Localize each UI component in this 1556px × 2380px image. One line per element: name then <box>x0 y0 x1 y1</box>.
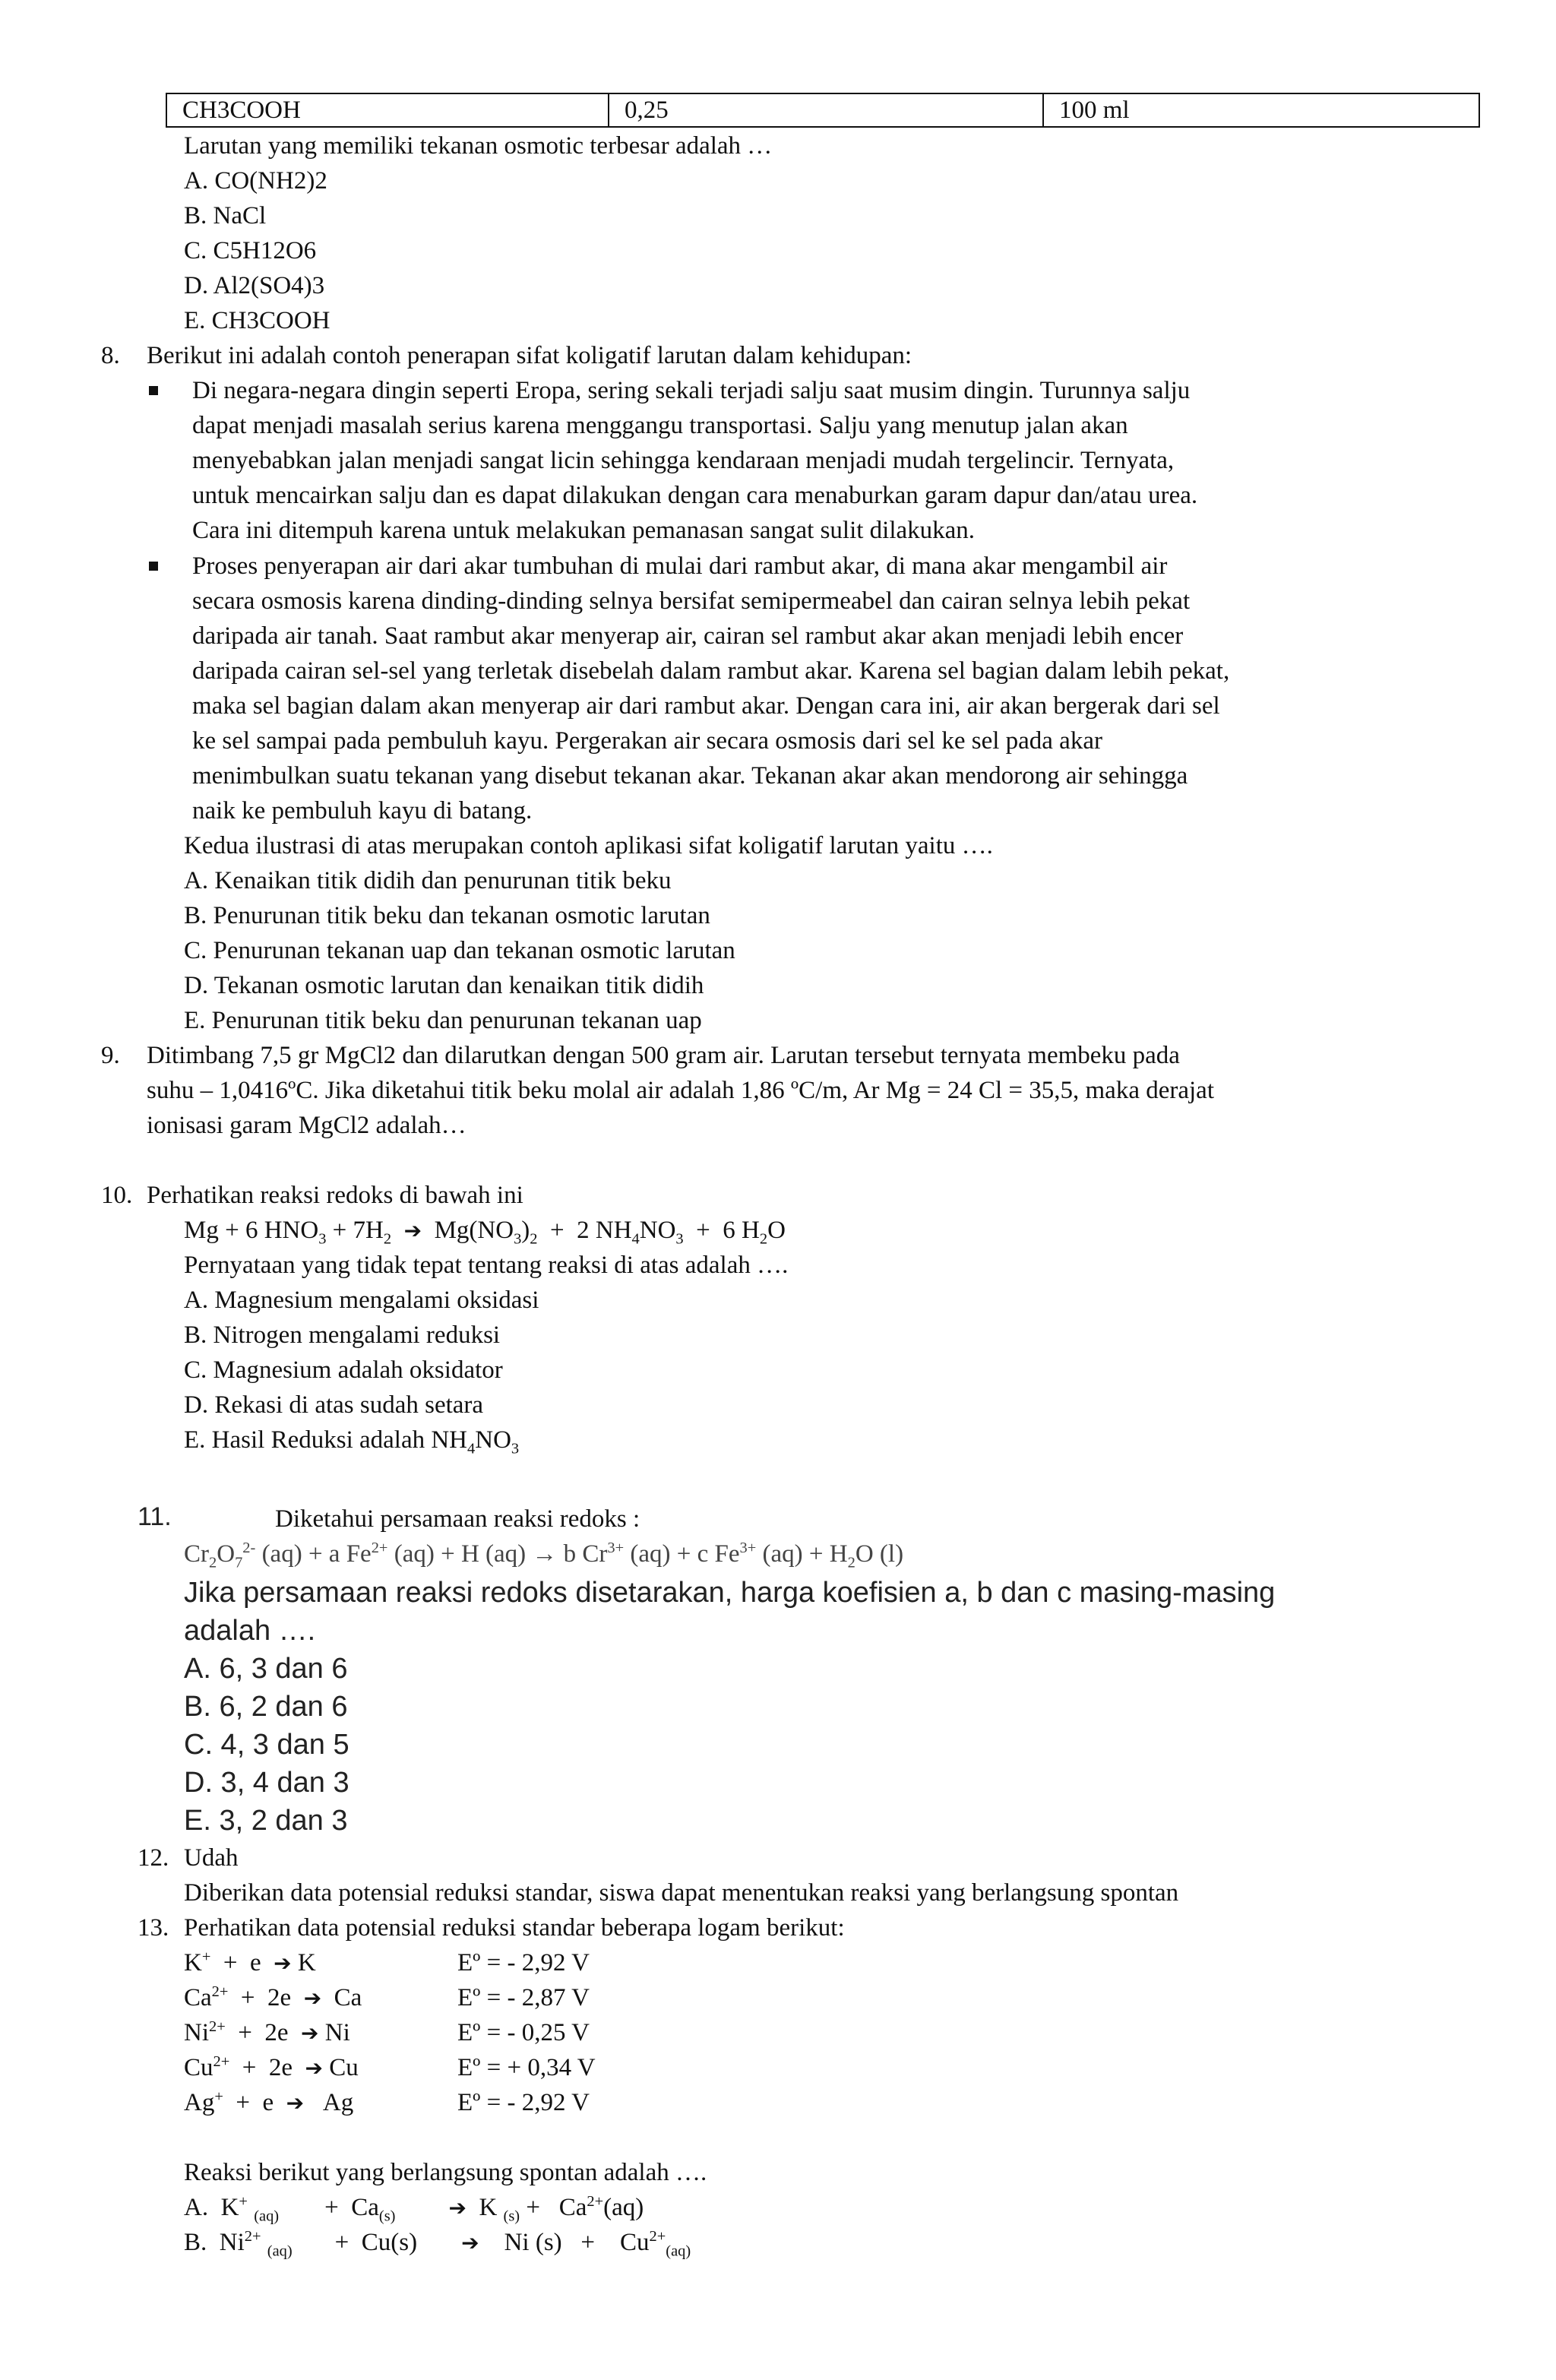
arrow-right-icon: ➔ <box>305 2056 323 2081</box>
q8-number: 8. <box>101 342 120 369</box>
q11-option-d: D. 3, 4 dan 3 <box>184 1767 349 1799</box>
table-cell: CH3COOH <box>166 93 609 127</box>
q11-option-c: C. 4, 3 dan 5 <box>184 1729 349 1761</box>
q7-stem: Larutan yang memiliki tekanan osmotic terbesar adalah … <box>184 132 773 160</box>
q12-number: 12. <box>138 1844 169 1872</box>
q8-question: Kedua ilustrasi di atas merupakan contoh aplikasi sifat koligatif larutan yaitu …. <box>184 832 993 859</box>
q8-option-a: A. Kenaikan titik didih dan penurunan titik beku <box>184 867 672 894</box>
bullet-icon <box>149 386 158 395</box>
q10-option-c: C. Magnesium adalah oksidator <box>184 1356 503 1384</box>
q11-question-line: Jika persamaan reaksi redoks disetarakan, harga koefisien a, b dan c masing-masing <box>184 1577 1276 1609</box>
q10-option-d: D. Rekasi di atas sudah setara <box>184 1391 484 1419</box>
q8-stem: Berikut ini adalah contoh penerapan sifat koligatif larutan dalam kehidupan: <box>147 342 912 369</box>
q9-line: suhu – 1,0416ºC. Jika diketahui titik beku molal air adalah 1,86 ºC/m, Ar Mg = 24 Cl = 35,5, maka derajat <box>147 1077 1214 1104</box>
potential-value: Eº = - 2,92 V <box>457 2089 590 2116</box>
q8-option-e: E. Penurunan titik beku dan penurunan tekanan uap <box>184 1007 702 1034</box>
potential-value: Eº = + 0,34 V <box>457 2054 596 2081</box>
half-reaction-ag: Ag+ + e ➔ Ag <box>184 2088 354 2116</box>
q13-option-b: B. $Ni^{2+}$ $_{(aq)}$ + Cu(s) ➔ Ni (s) + $Cu^{2+}_{(aq)}$ <box>184 2228 691 2260</box>
q10-option-b: B. Nitrogen mengalami reduksi <box>184 1321 501 1349</box>
potential-value: Eº = - 0,25 V <box>457 2019 590 2046</box>
data-table <box>166 93 1480 128</box>
q8-bullet2-line: Proses penyerapan air dari akar tumbuhan di mulai dari rambut akar, di mana akar mengambil air <box>192 552 1168 580</box>
q7-option-a: A. CO(NH2)2 <box>184 167 327 195</box>
bullet-icon <box>149 562 158 571</box>
arrow-right-icon: ➔ <box>461 2230 479 2255</box>
half-reaction-ca: $Ca^{2+} + 2e$ ➔ Ca <box>184 1983 362 2011</box>
q8-bullet2-line: secara osmosis karena dinding-dinding selnya bersifat semipermeabel dan cairan selnya lebih pekat <box>192 587 1191 615</box>
arrow-right-icon: ➔ <box>448 2195 466 2220</box>
q11-number: 11. <box>138 1502 172 1531</box>
q8-bullet2-line: daripada air tanah. Saat rambut akar menyerap air, cairan sel rambut akar akan menjadi lebih encer <box>192 622 1184 650</box>
q10-stem: Perhatikan reaksi redoks di bawah ini <box>147 1182 523 1209</box>
arrow-right-icon: ➔ <box>301 2021 319 2046</box>
q11-question-line: adalah …. <box>184 1615 316 1647</box>
half-reaction-k: K+ + e ➔ K <box>184 1948 316 1976</box>
q13-question: Reaksi berikut yang berlangsung spontan adalah …. <box>184 2159 707 2186</box>
q10-equation: Mg + 6 $HNO_3 + 7H_2$ ➔ $Mg(NO_3)_2 + 2$ $NH_4NO_3 + 6$ $H_2O$ <box>184 1217 786 1248</box>
arrow-right-icon: ➔ <box>303 1986 322 2011</box>
q8-option-c: C. Penurunan tekanan uap dan tekanan osmotic larutan <box>184 937 735 964</box>
arrow-right-icon: ➔ <box>274 1951 292 1976</box>
half-reaction-ni: $Ni^{2+} + 2e$ ➔ Ni <box>184 2018 350 2046</box>
q8-option-b: B. Penurunan titik beku dan tekanan osmotic larutan <box>184 902 710 929</box>
q9-line: Ditimbang 7,5 gr MgCl2 dan dilarutkan dengan 500 gram air. Larutan tersebut ternyata membeku pada <box>147 1042 1180 1069</box>
q11-stem: Diketahui persamaan reaksi redoks : <box>275 1505 640 1533</box>
q13-stem: Perhatikan data potensial reduksi standar beberapa logam berikut: <box>184 1914 845 1942</box>
q10-option-a: A. Magnesium mengalami oksidasi <box>184 1287 539 1314</box>
arrow-right-icon: ➔ <box>286 2090 305 2116</box>
arrow-right-icon: ➔ <box>403 1218 422 1243</box>
q9-line: ionisasi garam MgCl2 adalah… <box>147 1112 466 1139</box>
table-cell: 100 ml <box>1043 93 1479 127</box>
q10-question: Pernyataan yang tidak tepat tentang reaksi di atas adalah …. <box>184 1252 789 1279</box>
q9-number: 9. <box>101 1042 120 1069</box>
q7-option-d: D. Al2(SO4)3 <box>184 272 325 299</box>
q12-text: Diberikan data potensial reduksi standar, siswa dapat menentukan reaksi yang berlangsung spontan <box>184 1879 1179 1907</box>
q8-bullet1-line: Di negara-negara dingin seperti Eropa, sering sekali terjadi salju saat musim dingin. Turunnya salju <box>192 377 1191 404</box>
q11-equation: $Cr_2O_7^{2-}$ (aq) + a $Fe^{2+}$ (aq) + H (aq) → b $Cr^{3+}$ (aq) + c $Fe^{3+}$ $(aq) + H_2O$ (l) <box>184 1540 904 1571</box>
q12-title: Udah <box>184 1844 239 1872</box>
q8-bullet2-line: daripada cairan sel-sel yang terletak disebelah dalam rambut akar. Karena sel bagian dalam lebih pekat, <box>192 657 1230 685</box>
potential-value: Eº = - 2,92 V <box>457 1949 590 1976</box>
q8-bullet1-line: Cara ini ditempuh karena untuk melakukan pemanasan sangat sulit dilakukan. <box>192 517 976 544</box>
q8-bullet2-line: menimbulkan suatu tekanan yang disebut tekanan akar. Tekanan akar akan mendorong air sehingga <box>192 762 1188 790</box>
q8-bullet2-line: maka sel bagian dalam akan menyerap air dari rambut akar. Dengan cara ini, air akan bergerak dari sel <box>192 692 1220 720</box>
q13-option-a: A. K+ $_{(aq)} + Ca_{(s)}$ ➔ K $_{(s)} + Ca^{2+}(aq)$ <box>184 2193 644 2225</box>
q7-option-e: E. CH3COOH <box>184 307 330 334</box>
q10-option-e-prefix: E. Hasil Reduksi adalah NH <box>184 1426 468 1454</box>
q10-option-e: E. Hasil Reduksi adalah $NH_4NO_3$ <box>184 1426 520 1457</box>
q11-option-b: B. 6, 2 dan 6 <box>184 1691 348 1723</box>
potential-value: Eº = - 2,87 V <box>457 1984 590 2011</box>
q8-option-d: D. Tekanan osmotic larutan dan kenaikan titik didih <box>184 972 704 999</box>
q10-number: 10. <box>101 1182 133 1209</box>
q8-bullet1-line: untuk mencairkan salju dan es dapat dilakukan dengan cara menaburkan garam dapur dan/atau urea. <box>192 482 1198 509</box>
q7-option-b: B. NaCl <box>184 202 267 229</box>
q8-bullet2-line: naik ke pembuluh kayu di batang. <box>192 797 533 824</box>
q13-number: 13. <box>138 1914 169 1942</box>
table-cell: 0,25 <box>609 93 1043 127</box>
table-row <box>166 93 1479 127</box>
q8-bullet2-line: ke sel sampai pada pembuluh kayu. Pergerakan air secara osmosis dari sel ke sel pada akar <box>192 727 1102 755</box>
q7-option-c: C. C5H12O6 <box>184 237 317 264</box>
q11-option-a: A. 6, 3 dan 6 <box>184 1653 348 1685</box>
q11-option-e: E. 3, 2 dan 3 <box>184 1805 348 1837</box>
q8-bullet1-line: menyebabkan jalan menjadi sangat licin sehingga kendaraan menjadi mudah tergelincir. Ternyata, <box>192 447 1175 474</box>
half-reaction-cu: $Cu^{2+} + 2e$ ➔ Cu <box>184 2053 359 2081</box>
q8-bullet1-line: dapat menjadi masalah serius karena menggangu transportasi. Salju yang menutup jalan akan <box>192 412 1128 439</box>
